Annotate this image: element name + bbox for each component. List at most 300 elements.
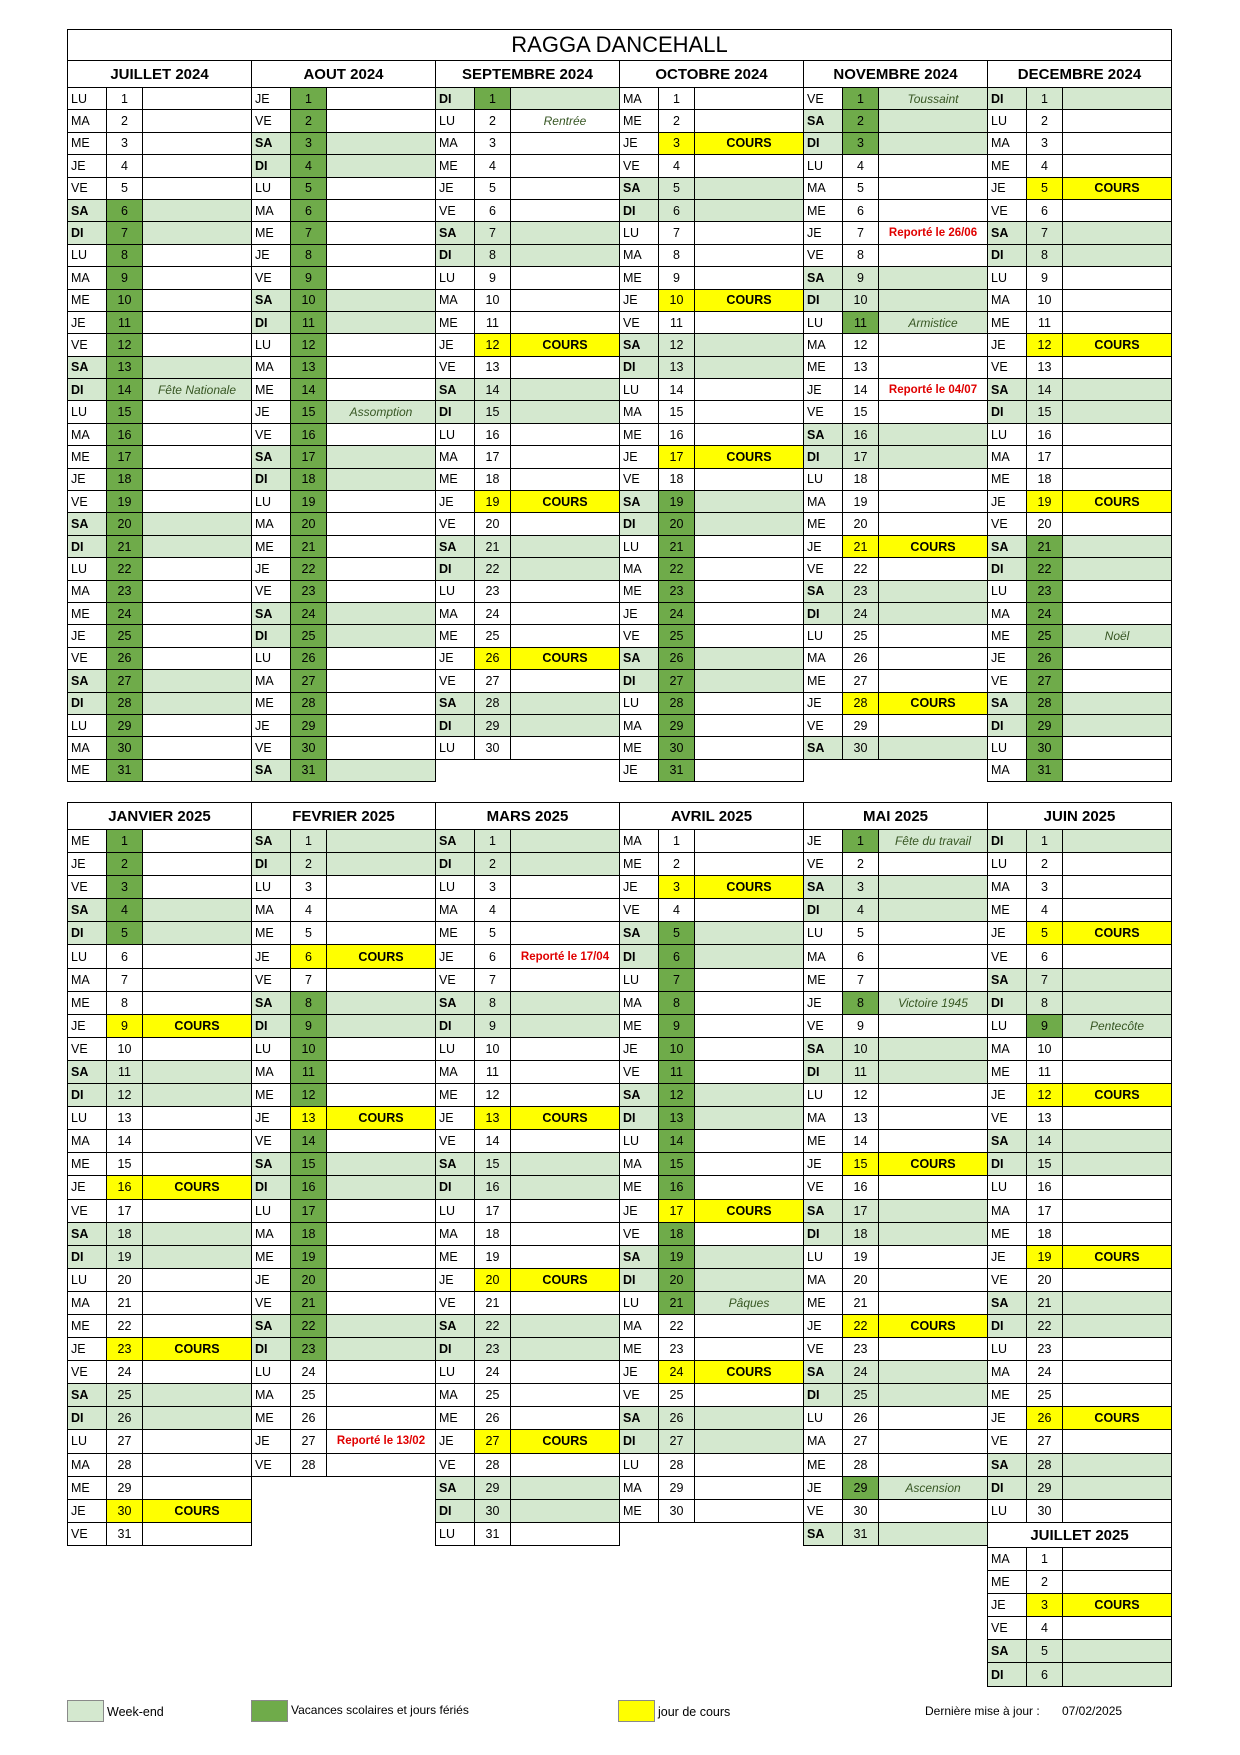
note-cell [511,1361,620,1383]
day-number-cell: 14 [291,379,327,400]
day-row [803,536,988,558]
day-row [67,491,252,513]
day-row [803,379,988,401]
day-row [619,1454,804,1477]
day-row [67,469,252,491]
day-number-cell: 26 [475,648,511,669]
note-cell [1063,1617,1172,1639]
day-row [435,648,620,670]
note-cell [1063,1640,1172,1662]
weekday-cell: SA [436,992,475,1014]
weekday-cell: SA [252,992,291,1014]
note-cell [511,267,620,288]
note-cell [1063,760,1172,781]
weekday-cell: DI [620,200,659,221]
weekday-cell: ME [804,969,843,991]
day-number-cell: 25 [659,1384,695,1406]
weekday-cell: ME [620,853,659,875]
day-row [435,1223,620,1246]
day-number-cell: 2 [659,110,695,131]
day-row [619,424,804,446]
weekday-cell: ME [804,200,843,221]
note-cell [1063,1454,1172,1476]
day-number-cell: 12 [1027,334,1063,355]
weekday-cell: JE [620,1200,659,1222]
weekday-cell: DI [620,357,659,378]
legend-swatch-vacances [251,1700,288,1722]
day-number-cell: 23 [291,581,327,602]
weekday-cell: ME [620,1338,659,1360]
note-cell [1063,155,1172,176]
month-header: JANVIER 2025 [67,802,252,830]
weekday-cell: ME [68,1153,107,1175]
day-number-cell: 19 [475,491,511,512]
note-cell [695,88,804,109]
note-cell [511,1038,620,1060]
day-row [987,1548,1172,1571]
day-row [251,853,436,876]
note-cell [1063,1269,1172,1291]
note-cell [511,558,620,579]
day-number-cell: 3 [1027,133,1063,154]
note-cell [695,491,804,512]
weekday-cell: MA [620,1477,659,1499]
note-cell [879,357,988,378]
day-row [803,1454,988,1477]
weekday-cell: DI [68,922,107,944]
weekday-cell: SA [252,603,291,624]
day-number-cell: 22 [1027,558,1063,579]
note-cell [327,245,436,266]
day-row [987,1663,1172,1686]
weekday-cell: VE [68,648,107,669]
day-row [803,1430,988,1453]
day-row [435,1384,620,1407]
note-cell [1063,830,1172,852]
note-cell [327,1084,436,1106]
day-number-cell: 21 [475,536,511,557]
weekday-cell: MA [988,760,1027,781]
note-cell [1063,1176,1172,1198]
day-number-cell: 26 [1027,1407,1063,1429]
note-cell [1063,312,1172,333]
day-number-cell: 1 [107,830,143,852]
note-cell [695,513,804,534]
day-row [435,469,620,491]
note-cell [879,1200,988,1222]
day-number-cell: 14 [107,1130,143,1152]
day-row [619,899,804,922]
day-number-cell: 23 [475,581,511,602]
day-row [803,110,988,132]
note-cell [1063,290,1172,311]
weekday-cell: DI [68,1246,107,1268]
note-cell [1063,1384,1172,1406]
day-number-cell: 7 [291,222,327,243]
day-number-cell: 4 [291,155,327,176]
day-number-cell: 6 [107,200,143,221]
day-row [435,1084,620,1107]
weekday-cell: SA [436,1315,475,1337]
day-number-cell: 13 [107,357,143,378]
day-row [987,670,1172,692]
day-row [803,1200,988,1223]
weekday-cell: ME [436,469,475,490]
note-cell: COURS [695,446,804,467]
weekday-cell: DI [436,558,475,579]
day-row [67,267,252,289]
day-row [803,625,988,647]
weekday-cell: SA [620,1407,659,1429]
note-cell [695,334,804,355]
day-number-cell: 21 [659,536,695,557]
day-row [619,581,804,603]
day-row [803,357,988,379]
day-number-cell: 8 [291,992,327,1014]
day-row [67,1523,252,1546]
day-row [987,469,1172,491]
day-row [619,133,804,155]
note-cell [143,1200,252,1222]
day-row [67,1292,252,1315]
weekday-cell: DI [804,133,843,154]
day-row [619,830,804,853]
note-cell [879,155,988,176]
day-number-cell: 18 [291,469,327,490]
day-number-cell: 3 [1027,876,1063,898]
weekday-cell: VE [804,401,843,422]
last-update-date: 07/02/2025 [1062,1704,1123,1718]
note-cell [1063,1571,1172,1593]
day-row [435,1107,620,1130]
note-cell [143,88,252,109]
weekday-cell: JE [988,1594,1027,1616]
weekday-cell: LU [68,401,107,422]
note-cell [511,922,620,944]
weekday-cell: LU [804,1246,843,1268]
day-row [987,1500,1172,1523]
weekday-cell: MA [436,1223,475,1245]
weekday-cell: ME [988,1384,1027,1406]
day-number-cell: 11 [659,312,695,333]
note-cell [1063,1663,1172,1685]
weekday-cell: VE [804,1015,843,1037]
weekday-cell: JE [620,603,659,624]
weekday-cell: DI [436,401,475,422]
note-cell [1063,536,1172,557]
day-number-cell: 27 [475,1430,511,1452]
day-number-cell: 11 [107,1061,143,1083]
weekday-cell: VE [804,1176,843,1198]
day-number-cell: 8 [843,245,879,266]
day-row [803,1153,988,1176]
weekday-cell: VE [252,110,291,131]
note-cell [1063,357,1172,378]
day-row [987,603,1172,625]
day-number-cell: 22 [291,1315,327,1337]
day-number-cell: 4 [1027,1617,1063,1639]
note-cell [327,760,436,781]
note-cell: COURS [1063,334,1172,355]
weekday-cell: JE [804,222,843,243]
weekday-cell: JE [988,648,1027,669]
day-number-cell: 26 [843,1407,879,1429]
note-cell: COURS [143,1500,252,1522]
day-number-cell: 6 [1027,1663,1063,1685]
weekday-cell: LU [436,424,475,445]
day-number-cell: 14 [107,379,143,400]
weekday-cell: MA [436,446,475,467]
weekday-cell: JE [804,1153,843,1175]
day-number-cell: 14 [475,379,511,400]
note-cell [511,513,620,534]
day-number-cell: 7 [107,222,143,243]
note-cell [511,1384,620,1406]
day-number-cell: 30 [843,1500,879,1522]
note-cell [695,558,804,579]
day-number-cell: 27 [107,670,143,691]
day-row [67,853,252,876]
day-number-cell: 22 [475,1315,511,1337]
day-number-cell: 31 [1027,760,1063,781]
day-number-cell: 27 [659,670,695,691]
note-cell [143,290,252,311]
day-number-cell: 28 [475,693,511,714]
day-number-cell: 8 [107,992,143,1014]
weekday-cell: ME [804,357,843,378]
day-number-cell: 23 [107,1338,143,1360]
day-number-cell: 2 [107,853,143,875]
note-cell [879,1038,988,1060]
weekday-cell: MA [988,446,1027,467]
day-number-cell: 16 [1027,1176,1063,1198]
day-row [251,1200,436,1223]
day-row [251,446,436,468]
note-cell [1063,1153,1172,1175]
weekday-cell: VE [804,1500,843,1522]
day-number-cell: 5 [843,178,879,199]
weekday-cell: DI [436,1500,475,1522]
month-juin-2025 [987,802,1172,1523]
day-row [987,1246,1172,1269]
day-number-cell: 28 [107,1454,143,1476]
weekday-cell: DI [68,379,107,400]
day-row [67,200,252,222]
day-row [619,446,804,468]
day-row [251,693,436,715]
day-number-cell: 1 [843,88,879,109]
note-cell [327,969,436,991]
weekday-cell: JE [620,290,659,311]
note-cell [327,1292,436,1314]
weekday-cell: DI [804,446,843,467]
day-row [987,1200,1172,1223]
weekday-cell: LU [988,267,1027,288]
weekday-cell: SA [436,1477,475,1499]
month-mars-2025 [435,802,620,1546]
month-header: JUIN 2025 [987,802,1172,830]
weekday-cell: DI [988,245,1027,266]
day-row [803,1130,988,1153]
note-cell [1063,992,1172,1014]
note-cell [143,424,252,445]
day-row [435,1200,620,1223]
weekday-cell: JE [68,312,107,333]
weekday-cell: LU [68,1269,107,1291]
note-cell [143,1038,252,1060]
day-number-cell: 14 [843,1130,879,1152]
note-cell [695,737,804,758]
note-cell [511,379,620,400]
day-number-cell: 11 [843,312,879,333]
weekday-cell: VE [252,424,291,445]
day-row [435,245,620,267]
day-row [67,110,252,132]
day-row [987,1571,1172,1594]
weekday-cell: MA [620,992,659,1014]
day-number-cell: 4 [843,899,879,921]
weekday-cell: VE [620,312,659,333]
day-number-cell: 28 [291,693,327,714]
note-cell [511,88,620,109]
day-number-cell: 18 [1027,1223,1063,1245]
day-row [251,1269,436,1292]
day-row [803,1107,988,1130]
note-cell [511,737,620,758]
day-number-cell: 29 [1027,1477,1063,1499]
day-number-cell: 7 [1027,969,1063,991]
weekday-cell: DI [988,558,1027,579]
day-row [251,536,436,558]
day-number-cell: 24 [291,603,327,624]
day-row [67,715,252,737]
weekday-cell: ME [620,737,659,758]
note-cell [695,267,804,288]
day-row [619,1084,804,1107]
day-number-cell: 16 [107,424,143,445]
note-cell [327,133,436,154]
weekday-cell: VE [620,1384,659,1406]
day-number-cell: 4 [843,155,879,176]
day-row [67,155,252,177]
day-row [987,110,1172,132]
note-cell [879,1269,988,1291]
note-cell [695,715,804,736]
note-cell [1063,379,1172,400]
day-number-cell: 18 [659,469,695,490]
day-row [619,1407,804,1430]
weekday-cell: VE [68,1200,107,1222]
note-cell [695,312,804,333]
note-cell: COURS [511,1107,620,1129]
day-row [435,670,620,692]
day-number-cell: 1 [659,830,695,852]
day-row [987,312,1172,334]
note-cell [143,1130,252,1152]
day-number-cell: 27 [107,1430,143,1452]
note-cell [879,334,988,355]
day-row [435,1477,620,1500]
day-row [435,1500,620,1523]
day-row [803,178,988,200]
day-row [619,1200,804,1223]
day-row [987,1176,1172,1199]
day-row [251,1384,436,1407]
day-number-cell: 21 [843,1292,879,1314]
day-number-cell: 25 [659,625,695,646]
day-number-cell: 3 [843,876,879,898]
day-number-cell: 23 [107,581,143,602]
month-mai-2025 [803,802,988,1546]
note-cell [695,401,804,422]
day-number-cell: 25 [291,625,327,646]
day-row [987,133,1172,155]
weekday-cell: JE [436,1430,475,1452]
day-row [251,491,436,513]
note-cell [879,625,988,646]
note-cell [879,446,988,467]
note-cell [511,469,620,490]
day-row [619,1107,804,1130]
note-cell [143,1223,252,1245]
day-number-cell: 10 [659,1038,695,1060]
day-row [435,1338,620,1361]
weekday-cell: JE [436,491,475,512]
day-number-cell: 10 [843,1038,879,1060]
day-row [251,945,436,968]
day-row [619,558,804,580]
weekday-cell: JE [252,1269,291,1291]
weekday-cell: JE [436,1107,475,1129]
day-number-cell: 14 [659,1130,695,1152]
day-row [803,446,988,468]
day-row [803,200,988,222]
day-number-cell: 27 [659,1430,695,1452]
note-cell [511,290,620,311]
weekday-cell: DI [620,945,659,967]
day-number-cell: 16 [659,1176,695,1198]
note-cell [511,133,620,154]
day-row [619,922,804,945]
day-number-cell: 8 [475,245,511,266]
note-cell [511,899,620,921]
month-header: NOVEMBRE 2024 [803,60,988,88]
day-number-cell: 15 [291,1153,327,1175]
day-number-cell: 6 [659,945,695,967]
day-row [987,830,1172,853]
day-row [67,1407,252,1430]
weekday-cell: ME [252,379,291,400]
day-number-cell: 9 [659,267,695,288]
weekday-cell: SA [436,222,475,243]
day-row [251,1407,436,1430]
day-row [67,581,252,603]
note-cell [1063,401,1172,422]
note-cell [511,245,620,266]
day-number-cell: 7 [843,222,879,243]
note-cell [327,693,436,714]
day-row [987,737,1172,759]
day-row [987,581,1172,603]
day-row [67,1107,252,1130]
day-row [251,558,436,580]
note-cell [327,1200,436,1222]
note-cell [1063,200,1172,221]
note-cell [327,1015,436,1037]
weekday-cell: MA [68,581,107,602]
day-number-cell: 2 [659,853,695,875]
weekday-cell: DI [436,1015,475,1037]
